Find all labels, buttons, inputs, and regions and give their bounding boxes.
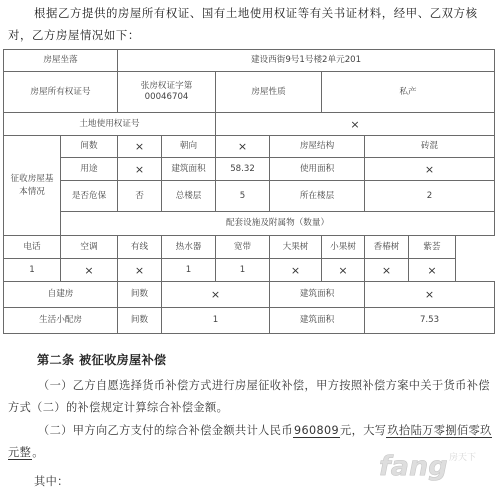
compensation-paragraph-1: （一）乙方自愿选择货币补偿方式进行房屋征收补偿，甲方按照补偿方案中关于货币补偿方式（二）的补偿规定计算综合补偿金额。 bbox=[8, 379, 490, 414]
watermark-sub: 房天下 bbox=[449, 453, 477, 463]
facility-value: × bbox=[322, 259, 365, 282]
facility-value: × bbox=[118, 259, 162, 282]
structure-value: 砖混 bbox=[365, 136, 495, 158]
facility-name: 宽带 bbox=[216, 236, 270, 259]
facility-name: 香椿树 bbox=[365, 236, 409, 259]
facilities-header: 配套设施及附属物（数量） bbox=[61, 212, 495, 236]
ancillary-label: 生活小配房 bbox=[4, 308, 118, 334]
total-floors-value: 5 bbox=[216, 181, 270, 212]
facility-name: 电话 bbox=[4, 236, 61, 259]
watermark-text: fang bbox=[379, 451, 448, 482]
nature-value: 私产 bbox=[322, 72, 495, 113]
area-label: 建筑面积 bbox=[162, 158, 216, 181]
cert-label: 房屋所有权证号 bbox=[4, 72, 118, 113]
facility-value: × bbox=[409, 259, 456, 282]
amount-words: 玖拾陆万零捌佰零玖元整 bbox=[8, 424, 492, 459]
ancillary-rooms-label: 间数 bbox=[118, 308, 162, 334]
facility-name: 空调 bbox=[61, 236, 118, 259]
total-floors-label: 总楼层 bbox=[162, 181, 216, 212]
land-value: × bbox=[216, 113, 495, 136]
location-value: 建设西街9号1号楼2单元201 bbox=[118, 50, 495, 72]
use-label: 用途 bbox=[61, 158, 118, 181]
ancillary-rooms-value: 1 bbox=[162, 308, 270, 334]
facility-value: × bbox=[270, 259, 322, 282]
location-label: 房屋坐落 bbox=[4, 50, 118, 72]
facility-value: 1 bbox=[4, 259, 61, 282]
rooms-label: 间数 bbox=[61, 136, 118, 158]
amount-mid: 元，大写 bbox=[340, 424, 387, 437]
intro-paragraph: 根据乙方提供的房屋所有权证、国有土地使用权证等有关书证材料，经甲、乙双方核对，乙方房屋情况如下： bbox=[8, 6, 478, 42]
facility-name: 紫荟 bbox=[409, 236, 456, 259]
basic-info-label: 征收房屋基本情况 bbox=[4, 136, 61, 236]
orientation-label: 朝向 bbox=[162, 136, 216, 158]
self-built-area-value: × bbox=[365, 282, 495, 308]
facility-name: 大果树 bbox=[270, 236, 322, 259]
amount-prefix: （二）甲方向乙方支付的综合补偿金额共计人民币 bbox=[38, 424, 293, 437]
facility-value: × bbox=[365, 259, 409, 282]
ancillary-area-value: 7.53 bbox=[365, 308, 495, 334]
dilapidated-value: 否 bbox=[118, 181, 162, 212]
self-built-label: 自建房 bbox=[4, 282, 118, 308]
self-built-rooms-value: × bbox=[162, 282, 270, 308]
facility-value: × bbox=[61, 259, 118, 282]
property-info-table bbox=[3, 49, 495, 334]
fang-watermark-logo bbox=[377, 448, 493, 482]
floor-value: 2 bbox=[365, 181, 495, 212]
use-value: × bbox=[118, 158, 162, 181]
structure-label: 房屋结构 bbox=[270, 136, 365, 158]
facility-name: 热水器 bbox=[162, 236, 216, 259]
facility-value: 1 bbox=[216, 259, 270, 282]
facility-value: 1 bbox=[162, 259, 216, 282]
orientation-value: × bbox=[216, 136, 270, 158]
usable-value: × bbox=[365, 158, 495, 181]
usable-label: 使用面积 bbox=[270, 158, 365, 181]
facility-name: 有线 bbox=[118, 236, 162, 259]
rooms-value: × bbox=[118, 136, 162, 158]
facility-name: 小果树 bbox=[322, 236, 365, 259]
amount-suffix: 。 bbox=[32, 446, 44, 459]
land-label: 土地使用权证号 bbox=[4, 113, 216, 136]
amount-number: 960809 bbox=[293, 424, 340, 437]
section-title: 第二条 被征收房屋补偿 bbox=[37, 353, 167, 367]
area-value: 58.32 bbox=[216, 158, 270, 181]
dilapidated-label: 是否危保 bbox=[61, 181, 118, 212]
cert-value: 张房权证字第00046704 bbox=[118, 72, 216, 113]
self-built-area-label: 建筑面积 bbox=[270, 282, 365, 308]
floor-label: 所在楼层 bbox=[270, 181, 365, 212]
nature-label: 房屋性质 bbox=[216, 72, 322, 113]
paragraph-3: 其中： bbox=[34, 475, 69, 488]
self-built-rooms-label: 间数 bbox=[118, 282, 162, 308]
ancillary-area-label: 建筑面积 bbox=[270, 308, 365, 334]
